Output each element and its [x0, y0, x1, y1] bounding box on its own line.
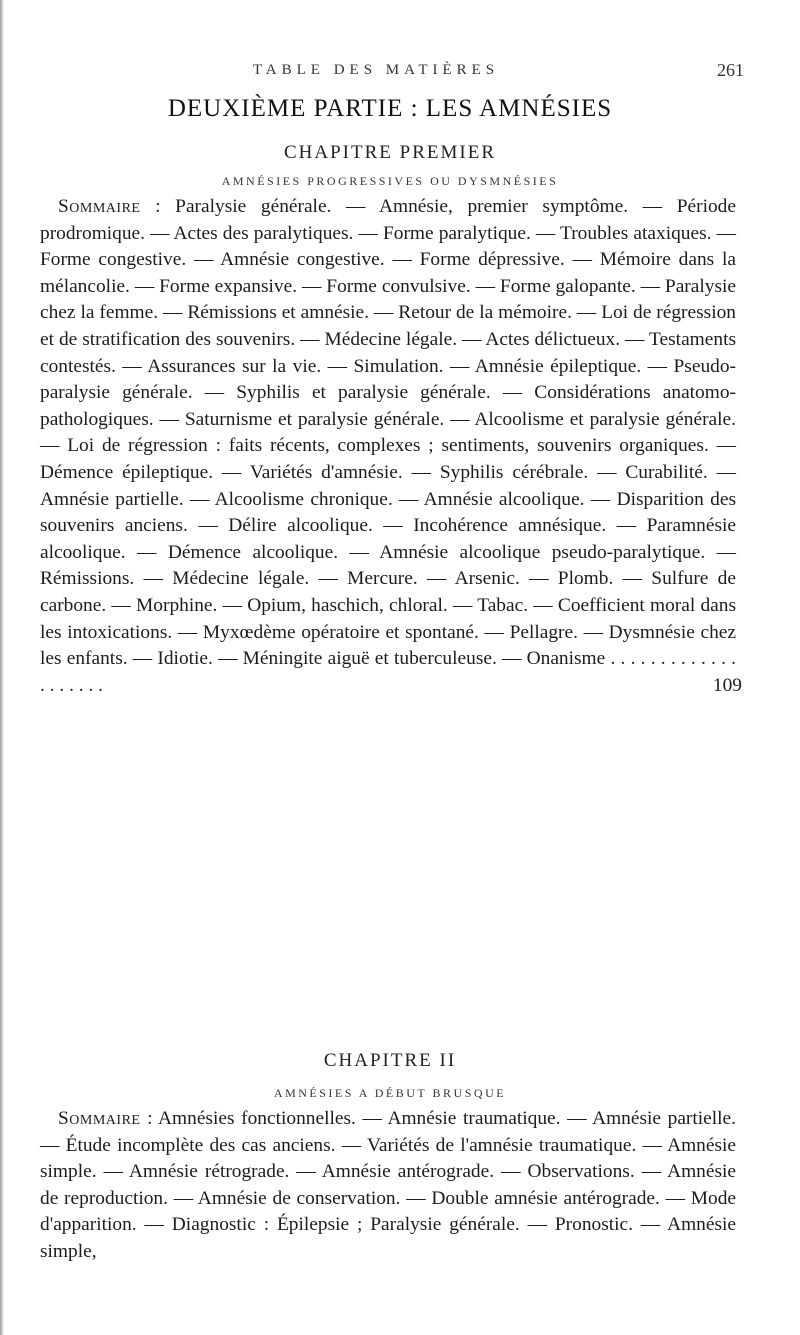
chapter-2-sommaire-label: Sommaire [58, 1108, 141, 1129]
chapter-1-leader-dots: . . . . . . . . . . . . . . . . . . . . [40, 648, 737, 696]
chapter-1-sommaire-label: Sommaire [58, 196, 141, 217]
chapter-1-page-ref: 109 [712, 674, 742, 696]
part-title: DEUXIÈME PARTIE : LES AMNÉSIES [167, 95, 613, 122]
chapter-1-title: CHAPITRE PREMIER [284, 142, 496, 163]
running-head-title: TABLE DES MATIÈRES [252, 62, 500, 78]
chapter-2-summary [40, 1106, 736, 1266]
chapter-1-summary [40, 194, 742, 699]
chapter-1-subtitle: AMNÉSIES PROGRESSIVES OU DYSMNÉSIES [221, 174, 559, 188]
page-binding-edge [0, 0, 4, 1335]
chapter-1-summary-text: : Paralysie générale. — Amnésie, premier symptôme. — Période prodromique. — Actes des paralytiques. — Forme paralytique. — Troubles ataxiques. — Forme congestive. — Amnésie congestive. — Forme dépressive. — Mémoire dans la mélancolie. — Forme expansive. — Forme convulsive. — Forme galopante. — Paralysie chez la femme. — Rémissions et amnésie. — Retour de la mémoire. — Loi de régression et de stratification des souvenirs. — Médecine légale. — Actes délictueux. — Testaments contestés. — Assurances sur la vie. — Simulation. — Amnésie épileptique. — Pseudo-paralysie générale. — Syphilis et paralysie générale. — Considérations anatomo-pathologiques. — Saturnisme et paralysie générale. — Alcoolisme et paralysie générale. — Loi de régression : faits récents, complexes ; sentiments, souvenirs organiques. — Démence épileptique. — Variétés d'amnésie. — Syphilis cérébrale. — Curabilité. — Amnésie partielle. — Alcoolisme chronique. — Amnésie alcoolique. — Disparition des souvenirs anciens. — Délire alcoolique. — Incohérence amnésique. — Paramnésie alcoolique. — Démence alcoolique. — Amnésie alcoolique pseudo-paralytique. — Rémissions. — Médecine légale. — Mercure. — Arsenic. — Plomb. — Sulfure de carbone. — Morphine. — Opium, haschich, chloral. — Tabac. — Coefficient moral dans les intoxications. — Myxœdème opératoire et spontané. — Pellagre. — Dysmnésie chez les enfants. — Idiotie. — Méningite aiguë et tuberculeuse. — Onanisme [40, 196, 736, 670]
chapter-2-summary-text: : Amnésies fonctionnelles. — Amnésie traumatique. — Amnésie partielle. — Étude incomplète des cas anciens. — Variétés de l'amnésie traumatique. — Amnésie simple. — Amnésie rétrograde. — Amnésie antérograde. — Observations. — Amnésie de reproduction. — Amnésie de conservation. — Double amnésie antérograde. — Mode d'apparition. — Diagnostic : Épilepsie ; Paralysie générale. — Pronostic. — Amnésie simple, [40, 1108, 736, 1262]
running-head [40, 60, 744, 84]
page-number: 261 [717, 60, 744, 80]
chapter-2-title: CHAPITRE II [323, 1050, 457, 1071]
chapter-2-subtitle: AMNÉSIES A DÉBUT BRUSQUE [273, 1086, 507, 1100]
